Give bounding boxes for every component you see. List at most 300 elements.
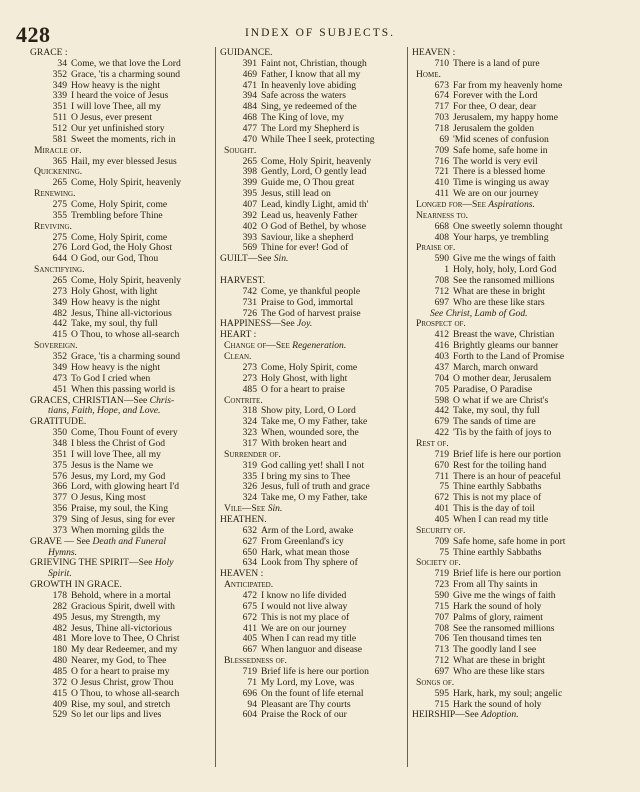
hymn-number: 399	[242, 178, 257, 189]
hymn-number: 721	[434, 167, 449, 178]
hymn-first-line: O what if we are Christ's	[453, 395, 549, 406]
hymn-first-line: Take me, O my Father, take	[261, 417, 368, 428]
index-entry	[220, 211, 408, 222]
index-entry	[412, 417, 622, 428]
hymn-number: 401	[434, 504, 449, 515]
index-entry	[30, 91, 216, 102]
subheading	[30, 146, 216, 157]
hymn-number: 411	[242, 623, 257, 634]
hymn-first-line: Jerusalem the golden	[453, 124, 534, 135]
hymn-number: 71	[247, 677, 257, 688]
subject-heading	[30, 558, 216, 569]
hymn-number: 717	[434, 102, 449, 113]
hymn-first-line: The goodly land I see	[453, 645, 537, 656]
hymn-number: 265	[52, 178, 67, 189]
index-entry	[220, 135, 408, 146]
index-entry	[30, 374, 216, 385]
hymn-first-line: There is a blessed home	[453, 167, 546, 178]
index-entry	[30, 472, 216, 483]
index-entry	[412, 113, 622, 124]
index-entry	[30, 157, 216, 168]
index-entry	[220, 113, 408, 124]
hymn-number: 372	[52, 677, 67, 688]
subheading-label: Praise of.	[416, 243, 456, 254]
hymn-number: 480	[52, 656, 67, 667]
index-column-2	[220, 48, 408, 768]
index-entry	[30, 667, 216, 678]
heading-label: HAPPINESS—See	[220, 319, 295, 330]
hymn-first-line: Jesus, still lead on	[261, 189, 331, 200]
hymn-number: 409	[52, 699, 67, 710]
subject-heading	[412, 48, 622, 59]
index-entry	[412, 482, 622, 493]
subheading-label: Reviving.	[34, 221, 72, 232]
subheading	[220, 352, 408, 363]
hymn-number: 324	[242, 493, 257, 504]
index-entry	[412, 569, 622, 580]
hymn-first-line: O Thou, to whose all-search	[71, 688, 180, 699]
hymn-number: 511	[52, 113, 67, 124]
hymn-number: 697	[434, 297, 449, 308]
hymn-number: 716	[434, 156, 449, 167]
subject-heading	[412, 710, 622, 721]
hymn-first-line: Palms of glory, raiment	[453, 612, 543, 623]
index-entry	[412, 428, 622, 439]
hymn-number: 377	[52, 493, 67, 504]
hymn-number: 318	[242, 406, 257, 417]
hymn-first-line: Come, Holy Spirit, heavenly	[71, 276, 182, 287]
hymn-first-line: There is a land of pure	[453, 58, 540, 69]
heading-label: GRATITUDE.	[30, 417, 87, 428]
hymn-number: 604	[242, 710, 257, 721]
hymn-first-line: March, march onward	[453, 362, 538, 373]
hymn-first-line: Show pity, Lord, O Lord	[261, 406, 356, 417]
hymn-number: 634	[242, 558, 257, 569]
heading-label: GUILT—See	[220, 254, 272, 265]
hymn-number: 407	[242, 200, 257, 211]
hymn-number: 348	[52, 438, 67, 449]
hymn-number: 719	[434, 569, 449, 580]
hymn-number: 703	[434, 113, 449, 124]
index-entry	[412, 472, 622, 483]
subheading	[220, 146, 408, 157]
index-entry	[30, 276, 216, 287]
index-entry	[30, 298, 216, 309]
hymn-number: 375	[52, 460, 67, 471]
index-entry	[30, 700, 216, 711]
index-entry	[220, 385, 408, 396]
hymn-number: 719	[434, 449, 449, 460]
hymn-number: 590	[434, 590, 449, 601]
hymn-first-line: I would not live alway	[261, 601, 348, 612]
hymn-number: 710	[434, 58, 449, 69]
index-entry	[412, 667, 622, 678]
hymn-number: 75	[439, 482, 449, 493]
index-entry	[220, 298, 408, 309]
index-entry	[30, 613, 216, 624]
hymn-number: 392	[242, 210, 257, 221]
hymn-first-line: From Greenland's icy	[261, 536, 344, 547]
index-entry	[220, 526, 408, 537]
hymn-first-line: With broken heart and	[261, 438, 347, 449]
hymn-number: 471	[242, 80, 257, 91]
hymn-number: 576	[52, 471, 67, 482]
index-entry	[220, 178, 408, 189]
hymn-number: 705	[434, 384, 449, 395]
hymn-number: 352	[52, 352, 67, 363]
hymn-first-line: O Thou, to whose all-search	[71, 330, 180, 341]
hymn-number: 707	[434, 612, 449, 623]
subject-heading	[220, 276, 408, 287]
index-entry	[412, 352, 622, 363]
hymn-first-line: Hark the sound of holy	[453, 699, 542, 710]
hymn-number: 712	[434, 656, 449, 667]
hymn-number: 529	[52, 710, 67, 721]
hymn-number: 379	[52, 514, 67, 525]
index-entry	[30, 330, 216, 341]
hymn-number: 355	[52, 210, 67, 221]
hymn-first-line: The King of love, my	[261, 113, 344, 124]
hymn-first-line: I bring my sins to Thee	[261, 471, 351, 482]
hymn-first-line: Praise to God, immortal	[261, 297, 354, 308]
subheading	[220, 504, 408, 515]
hymn-number: 644	[52, 254, 67, 265]
hymn-first-line: O for a heart to praise my	[71, 666, 170, 677]
heading-label: GRACES, CHRISTIAN—See	[30, 395, 148, 406]
hymn-first-line: How heavy is the night	[71, 80, 160, 91]
hymn-first-line: Look from Thy sphere of	[261, 558, 358, 569]
index-entry	[30, 710, 216, 721]
index-entry	[412, 157, 622, 168]
index-entry	[412, 450, 622, 461]
subject-heading	[220, 515, 408, 526]
index-entry	[412, 135, 622, 146]
hymn-first-line: Hark, what mean those	[261, 547, 350, 558]
index-entry	[30, 243, 216, 254]
hymn-number: 672	[434, 493, 449, 504]
hymn-number: 650	[242, 547, 257, 558]
hymn-first-line: There is an hour of peaceful	[453, 471, 561, 482]
hymn-number: 398	[242, 167, 257, 178]
index-entry	[220, 537, 408, 548]
hymn-number: 495	[52, 612, 67, 623]
subject-heading	[30, 580, 216, 591]
index-entry	[412, 515, 622, 526]
hymn-number: 704	[434, 373, 449, 384]
cross-reference: Regeneration.	[292, 341, 347, 352]
hymn-number: 317	[242, 438, 257, 449]
hymn-first-line: Take, my soul, thy full	[71, 319, 158, 330]
hymn-first-line: O for a heart to praise	[261, 384, 345, 395]
hymn-first-line: God calling yet! shall I not	[261, 460, 365, 471]
hymn-first-line: Jesus, full of truth and grace	[261, 482, 370, 493]
hymn-number: 324	[242, 417, 257, 428]
hymn-first-line: Gently, Lord, O gently lead	[261, 167, 367, 178]
index-entry	[220, 167, 408, 178]
hymn-first-line: Pleasant are Thy courts	[261, 699, 351, 710]
index-entry	[30, 689, 216, 700]
index-entry	[412, 102, 622, 113]
subject-heading	[30, 417, 216, 428]
heading-label: HEIRSHIP—See	[412, 710, 479, 721]
continuation-line: See Christ, Lamb of God.	[430, 308, 528, 319]
hymn-first-line: Lead us, heavenly Father	[261, 210, 358, 221]
index-entry	[30, 254, 216, 265]
hymn-number: 712	[434, 286, 449, 297]
hymn-first-line: Forth to the Land of Promise	[453, 352, 565, 363]
hymn-number: 356	[52, 504, 67, 515]
index-entry	[30, 678, 216, 689]
hymn-first-line: We are on our journey	[453, 189, 539, 200]
subheading	[412, 319, 622, 330]
hymn-first-line: This is not my place of	[453, 493, 542, 504]
hymn-number: 709	[434, 145, 449, 156]
hymn-first-line: Far from my heavenly home	[453, 80, 563, 91]
subheading-label: Society of.	[416, 558, 461, 569]
index-entry	[220, 374, 408, 385]
index-entry	[412, 81, 622, 92]
hymn-first-line: Take me, O my Father, take	[261, 493, 368, 504]
hymn-first-line: Paradise, O Paradise	[453, 384, 533, 395]
hymn-number: 326	[242, 482, 257, 493]
hymn-first-line: Come, Holy Spirit, heavenly	[261, 156, 372, 167]
subheading-label: Songs of.	[416, 677, 455, 688]
subheading-label: Surrender of.	[224, 449, 281, 460]
heading-label: HEART :	[220, 330, 257, 341]
hymn-first-line: O Jesus Christ, grow Thou	[71, 677, 174, 688]
hymn-first-line: Hark the sound of holy	[453, 601, 542, 612]
index-column-1	[30, 48, 216, 768]
heading-label: HEATHEN.	[220, 514, 267, 525]
hymn-number: 349	[52, 297, 67, 308]
hymn-number: 412	[434, 330, 449, 341]
index-entry	[220, 189, 408, 200]
index-entry	[30, 309, 216, 320]
hymn-first-line: For thee, O dear, dear	[453, 102, 537, 113]
hymn-first-line: Take, my soul, thy full	[453, 406, 540, 417]
hymn-first-line: Give me the wings of faith	[453, 254, 556, 265]
hymn-number: 282	[52, 601, 67, 612]
subheading-label: Renewing.	[34, 189, 76, 200]
subheading-label: Security of.	[416, 525, 466, 536]
hymn-first-line: From all Thy saints in	[453, 580, 538, 591]
hymn-number: 482	[52, 623, 67, 634]
hymn-first-line: O Jesus, ever present	[71, 113, 152, 124]
hymn-first-line: Faint not, Christian, though	[261, 58, 367, 69]
hymn-first-line: I know no life divided	[261, 590, 347, 601]
hymn-number: 590	[434, 254, 449, 265]
hymn-number: 410	[434, 178, 449, 189]
hymn-first-line: So let our lips and lives	[71, 710, 162, 721]
hymn-first-line: Safe across the waters	[261, 91, 346, 102]
hymn-first-line: Ten thousand times ten	[453, 634, 542, 645]
hymn-number: 393	[242, 232, 257, 243]
heading-label: GRIEVING THE SPIRIT—See	[30, 558, 153, 569]
subject-heading	[220, 254, 408, 265]
index-entry	[30, 200, 216, 211]
index-entry	[30, 450, 216, 461]
hymn-number: 472	[242, 590, 257, 601]
hymn-first-line: Rest for the toiling hand	[453, 460, 547, 471]
hymn-number: 408	[434, 232, 449, 243]
subheading	[412, 211, 622, 222]
index-entry	[220, 81, 408, 92]
hymn-number: 405	[434, 514, 449, 525]
hymn-number: 595	[434, 688, 449, 699]
hymn-first-line: While Thee I seek, protecting	[261, 134, 375, 145]
index-entry	[30, 287, 216, 298]
hymn-first-line: Hail, my ever blessed Jesus	[71, 156, 177, 167]
hymn-number: 275	[52, 200, 67, 211]
hymn-number: 265	[242, 156, 257, 167]
hymn-first-line: Lord, with glowing heart I'd	[71, 482, 180, 493]
index-entry	[412, 591, 622, 602]
hymn-number: 667	[242, 645, 257, 656]
hymn-first-line: Trembling before Thine	[71, 210, 163, 221]
hymn-first-line: Behold, where in a mortal	[71, 590, 171, 601]
hymn-number: 675	[242, 601, 257, 612]
hymn-first-line: Come, Holy Spirit, come	[71, 232, 168, 243]
hymn-number: 484	[242, 102, 257, 113]
hymn-number: 351	[52, 449, 67, 460]
index-entry	[412, 493, 622, 504]
hymn-first-line: Jesus is the Name we	[71, 460, 154, 471]
index-entry	[412, 396, 622, 407]
index-entry	[220, 243, 408, 254]
hymn-first-line: How heavy is the night	[71, 362, 160, 373]
index-entry	[412, 580, 622, 591]
hymn-first-line: I will love Thee, all my	[71, 449, 161, 460]
hymn-number: 405	[242, 634, 257, 645]
subheading-label: Change of—See	[224, 341, 290, 352]
hymn-first-line: Thine earthly Sabbaths	[453, 482, 542, 493]
hymn-first-line: When languor and disease	[261, 645, 362, 656]
subheading	[220, 656, 408, 667]
hymn-first-line: Thine for ever! God of	[261, 243, 349, 254]
blank-line	[220, 265, 408, 276]
subheading-label: Blessedness of.	[224, 656, 287, 667]
hymn-number: 451	[52, 384, 67, 395]
cross-reference: Chris-	[149, 395, 175, 406]
hymn-number: 350	[52, 428, 67, 439]
hymn-number: 673	[434, 80, 449, 91]
index-entry	[412, 700, 622, 711]
hymn-number: 485	[52, 666, 67, 677]
index-entry	[220, 591, 408, 602]
subject-heading	[220, 319, 408, 330]
hymn-first-line: Safe home, safe home in port	[453, 536, 566, 547]
index-entry	[220, 482, 408, 493]
subheading	[30, 265, 216, 276]
hymn-number: 512	[52, 124, 67, 135]
hymn-number: 711	[434, 471, 449, 482]
index-entry	[412, 330, 622, 341]
hymn-number: 469	[242, 69, 257, 80]
hymn-first-line: Brightly gleams our banner	[453, 341, 559, 352]
index-entry	[220, 233, 408, 244]
subheading	[30, 167, 216, 178]
subject-heading	[30, 537, 216, 548]
cross-reference: Death and Funeral	[92, 536, 167, 547]
hymn-first-line: 'Tis by the faith of joys to	[453, 428, 552, 439]
hymn-number: 349	[52, 80, 67, 91]
hymn-first-line: Who are these like stars	[453, 297, 545, 308]
hymn-first-line: Jesus, Thine all-victorious	[71, 308, 172, 319]
hymn-first-line: Holy Ghost, with light	[71, 286, 158, 297]
index-entry	[220, 157, 408, 168]
index-entry	[412, 406, 622, 417]
index-entry	[220, 70, 408, 81]
hymn-number: 339	[52, 91, 67, 102]
index-entry	[220, 472, 408, 483]
subheading-label: Rest of.	[416, 438, 449, 449]
index-entry	[30, 319, 216, 330]
hymn-number: 731	[242, 297, 257, 308]
hymn-number: 485	[242, 384, 257, 395]
hymn-first-line: Rise, my soul, and stretch	[71, 699, 171, 710]
index-entry	[220, 493, 408, 504]
index-entry	[220, 667, 408, 678]
subheading-label: Prospect of.	[416, 319, 466, 330]
hymn-number: 273	[242, 373, 257, 384]
hymn-number: 708	[434, 623, 449, 634]
heading-label: GRAVE — See	[30, 536, 91, 547]
hymn-number: 273	[52, 286, 67, 297]
index-entry	[412, 189, 622, 200]
hymn-number: 319	[242, 460, 257, 471]
index-entry	[412, 287, 622, 298]
hymn-number: 402	[242, 221, 257, 232]
cross-reference: Holy	[154, 558, 174, 569]
hymn-number: 696	[242, 688, 257, 699]
hymn-first-line: I heard the voice of Jesus	[71, 91, 169, 102]
index-entry	[220, 428, 408, 439]
index-entry	[412, 341, 622, 352]
cross-reference: Aspirations.	[488, 200, 535, 211]
index-entry	[30, 504, 216, 515]
index-entry	[220, 309, 408, 320]
index-entry	[412, 276, 622, 287]
hymn-number: 335	[242, 471, 257, 482]
subheading-label: Vile—See	[224, 504, 266, 515]
subheading-label: Home.	[416, 69, 441, 80]
hymn-number: 94	[247, 699, 257, 710]
hymn-number: 718	[434, 124, 449, 135]
subheading	[220, 396, 408, 407]
index-entry	[412, 59, 622, 70]
index-entry	[30, 70, 216, 81]
index-entry	[412, 233, 622, 244]
hymn-first-line: 'Mid scenes of confusion	[453, 134, 549, 145]
subheading	[220, 580, 408, 591]
index-entry	[30, 656, 216, 667]
hymn-number: 365	[52, 156, 67, 167]
hymn-number: 178	[52, 590, 67, 601]
hymn-first-line: Sing, ye redeemed of the	[261, 102, 357, 113]
index-entry	[220, 613, 408, 624]
index-entry	[220, 602, 408, 613]
index-entry	[30, 634, 216, 645]
index-entry	[412, 124, 622, 135]
hymn-number: 366	[52, 482, 67, 493]
hymn-number: 473	[52, 373, 67, 384]
hymn-first-line: More love to Thee, O Christ	[71, 634, 180, 645]
hymn-first-line: Holy Ghost, with light	[261, 373, 348, 384]
hymn-first-line: Who are these like stars	[453, 666, 545, 677]
hymn-first-line: See the ransomed millions	[453, 623, 555, 634]
index-entry	[412, 222, 622, 233]
index-entry	[220, 287, 408, 298]
